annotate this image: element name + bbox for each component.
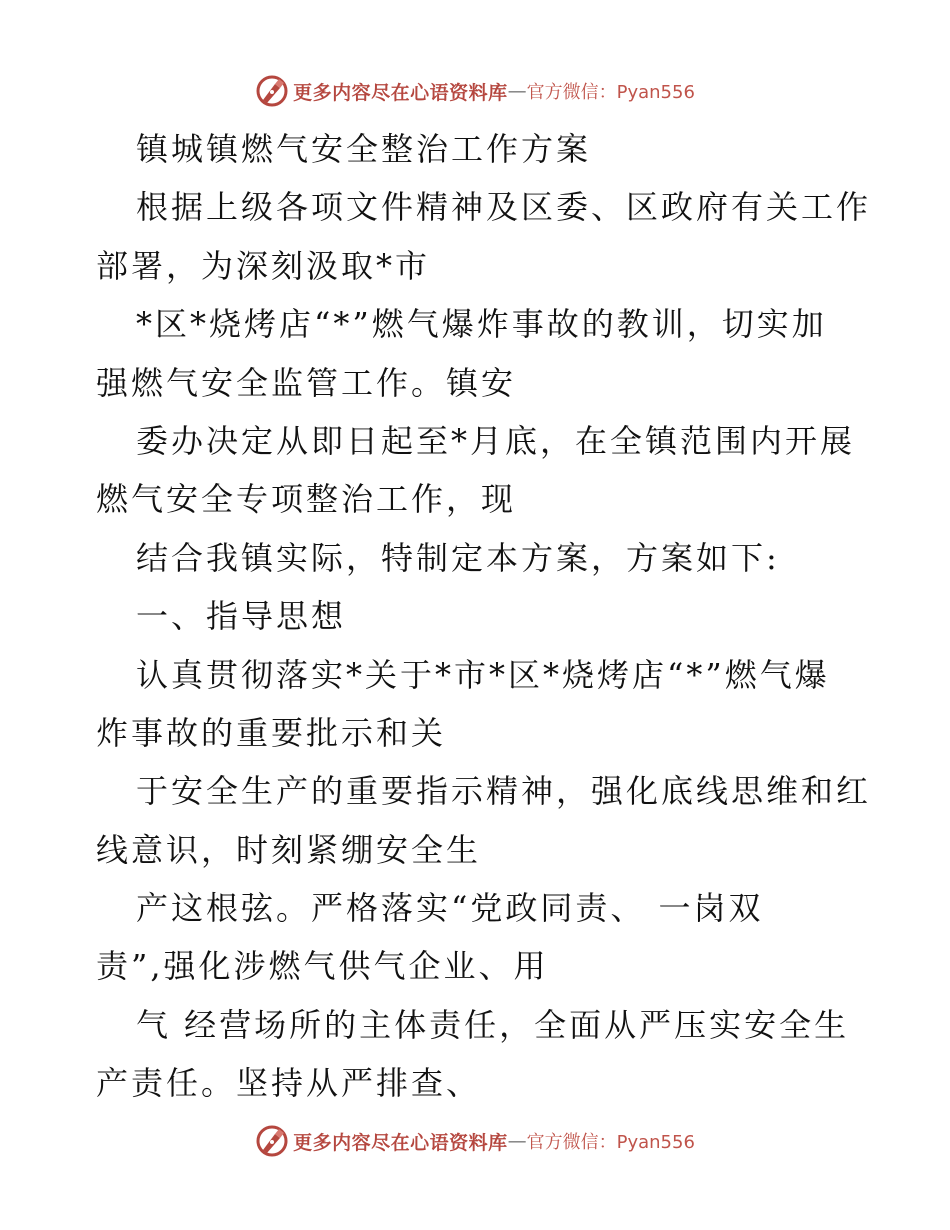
paragraph-line: 气 经营场所的主体责任，全面从严压实安全生	[136, 1005, 850, 1044]
footer-dash: —	[507, 1130, 527, 1152]
paragraph-line: 线意识，时刻紧绷安全生	[96, 830, 482, 869]
paragraph-line: 产责任。坚持从严排查、	[96, 1064, 482, 1103]
footer-watermark-banner	[0, 1121, 950, 1161]
paragraph-line: 于安全生产的重要指示精神，强化底线思维和红	[136, 772, 872, 811]
header-watermark-banner	[0, 71, 950, 111]
paragraph-line: 结合我镇实际，特制定本方案，方案如下:	[136, 538, 780, 577]
header-promo-text: 更多内容尽在心语资料库	[293, 81, 508, 104]
paragraph-line: 责”,强化涉燃气供气企业、用	[96, 947, 549, 986]
document-title: 镇城镇燃气安全整治工作方案	[136, 130, 592, 168]
paragraph-line: 强燃气安全监管工作。镇安	[96, 363, 517, 402]
header-contact-text: 官方微信：Pyan556	[526, 82, 695, 103]
section-heading: 一、指导思想	[136, 597, 347, 636]
paragraph-line: 根据上级各项文件精神及区委、区政府有关工作	[136, 188, 872, 227]
paragraph-line: 燃气安全专项整治工作，现	[96, 480, 517, 519]
paragraph-line: 委办决定从即日起至*月底，在全镇范围内开展	[136, 421, 856, 460]
paragraph-line: 产这根弦。严格落实“党政同责、 一岗双	[136, 889, 764, 928]
footer-promo-text: 更多内容尽在心语资料库	[293, 1131, 508, 1154]
document-body	[96, 120, 872, 1113]
footer-contact-text: 官方微信：Pyan556	[526, 1132, 695, 1153]
paragraph-line: *区*烧烤店“*”燃气爆炸事故的教训，切实加	[136, 305, 827, 344]
header-dash: —	[507, 80, 527, 102]
paragraph-line: 炸事故的重要批示和关	[96, 713, 447, 752]
paragraph-line: 部署，为深刻汲取*市	[96, 246, 431, 285]
paragraph-line: 认真贯彻落实*关于*市*区*烧烤店“*”燃气爆	[136, 655, 830, 694]
pen-nib-logo-icon	[255, 74, 289, 108]
pen-nib-logo-icon	[255, 1124, 289, 1158]
